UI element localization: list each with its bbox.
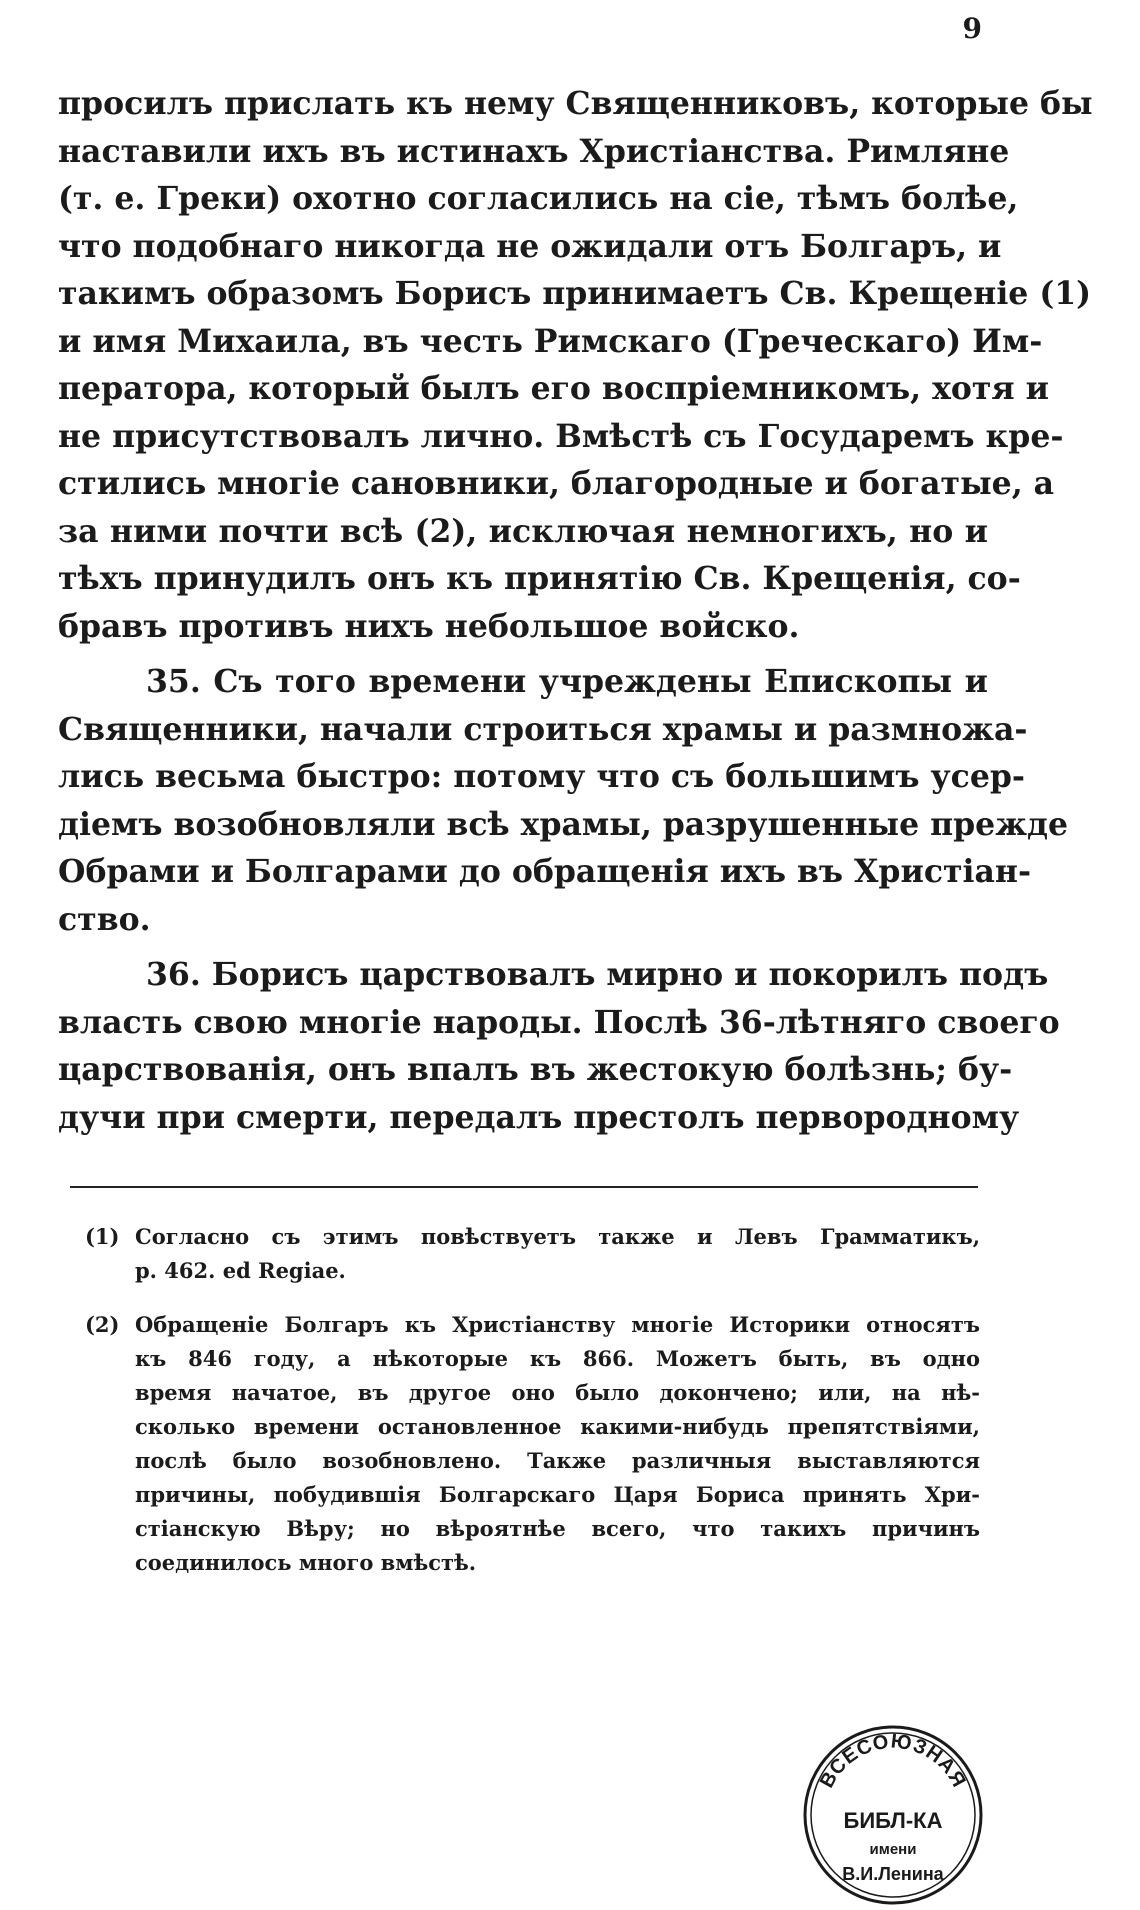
text-line: лись весьма быстро: потому что съ большимъ усер- [58, 758, 1025, 795]
text-line: что подобнаго никогда не ожидали отъ Болгаръ, и [58, 227, 1002, 265]
text-line: ператора, который былъ его воспріемникомъ, хотя и [58, 370, 1049, 407]
text-line: бравъ противъ нихъ небольшое войско. [58, 607, 800, 645]
footnote-line: p. 462. ed Regiae. [135, 1258, 346, 1283]
page-number: 9 [962, 12, 982, 45]
svg-text:ВСЕСОЮЗНАЯ [816, 1730, 970, 1791]
text-line: не присутствовалъ лично. Вмѣстѣ съ Государемъ кре- [58, 417, 1064, 455]
text-line: царствованія, онъ впалъ въ жестокую болѣзнь; бу- [58, 1051, 1013, 1088]
footnote-line: къ 846 году, а нѣкоторые къ 866. Можетъ быть, въ одно [135, 1346, 980, 1371]
main-text [58, 80, 1093, 1141]
text-line: (т. е. Греки) охотно согласились на сіе, тѣмъ болѣе, [58, 180, 1019, 217]
text-line: Обрами и Болгарами до обращенія ихъ въ Христіан- [58, 853, 1032, 890]
text-line: тѣхъ принудилъ онъ къ принятію Св. Крещенія, со- [58, 560, 1021, 597]
footnote-line: послѣ было возобновлено. Также различныя выставляются [135, 1448, 980, 1473]
footnote-divider [70, 1186, 978, 1188]
paragraph-36 [58, 951, 1060, 1141]
footnote-2 [85, 1308, 980, 1580]
stamp-arc-text: ВСЕСОЮЗНАЯ [815, 1730, 971, 1792]
footnote-line: соединилось много вмѣстѣ. [135, 1550, 477, 1575]
paragraph-35 [58, 658, 1069, 943]
text-line: просилъ прислать къ нему Священниковъ, которые бы [58, 85, 1093, 122]
footnote-line: время начатое, въ другое оно было докончено; или, на нѣ- [135, 1380, 980, 1405]
text-line: дучи при смерти, передалъ престолъ первородному [58, 1098, 1020, 1136]
text-line: и имя Михаила, въ честь Римскаго (Греческаго) Им- [58, 322, 1043, 360]
stamp-line-3: В.И.Ленина [842, 1864, 944, 1884]
text-line: 36. Борисъ царствовалъ мирно и покорилъ подъ [146, 956, 1049, 993]
text-line: 35. Съ того времени учреждены Епископы и [146, 663, 988, 700]
footnote-text [135, 1308, 980, 1580]
text-line: за ними почти всѣ (2), исключая немногихъ, но и [58, 512, 988, 550]
text-line: власть свою многіе народы. Послѣ 36-лѣтняго своего [58, 1003, 1060, 1041]
footnotes [85, 1220, 980, 1600]
footnote-line: Согласно съ этимъ повѣствуетъ также и Левъ Грамматикъ, [135, 1224, 980, 1249]
footnote-mark: (1) [85, 1224, 120, 1249]
library-stamp [798, 1720, 988, 1910]
footnote-line: Обращеніе Болгаръ къ Христіанству многіе Историки относятъ [135, 1312, 980, 1337]
footnote-line: сколько времени остановленное какими-нибудь препятствіями, [135, 1414, 980, 1439]
footnote-1 [85, 1220, 980, 1288]
footnote-text [135, 1220, 980, 1288]
text-line: ство. [58, 900, 151, 938]
text-line: наставили ихъ въ истинахъ Христіанства. Римляне [58, 132, 1010, 170]
footnote-line: причины, побудившія Болгарскаго Царя Бориса принять Хри- [135, 1482, 980, 1507]
text-line: Священники, начали строиться храмы и размножа- [58, 710, 1028, 748]
stamp-line-2: имени [869, 1841, 917, 1858]
paragraph-1 [58, 80, 1093, 650]
stamp-line-1: БИБЛ-КА [843, 1808, 943, 1833]
footnote-mark: (2) [85, 1312, 120, 1337]
text-line: діемъ возобновляли всѣ храмы, разрушенные прежде [58, 805, 1069, 843]
text-line: такимъ образомъ Борисъ принимаетъ Св. Крещеніе (1) [58, 275, 1092, 312]
footnote-line: стіанскую Вѣру; но вѣроятнѣе всего, что такихъ причинъ [135, 1516, 980, 1541]
text-line: стились многіе сановники, благородные и богатые, а [58, 465, 1055, 502]
